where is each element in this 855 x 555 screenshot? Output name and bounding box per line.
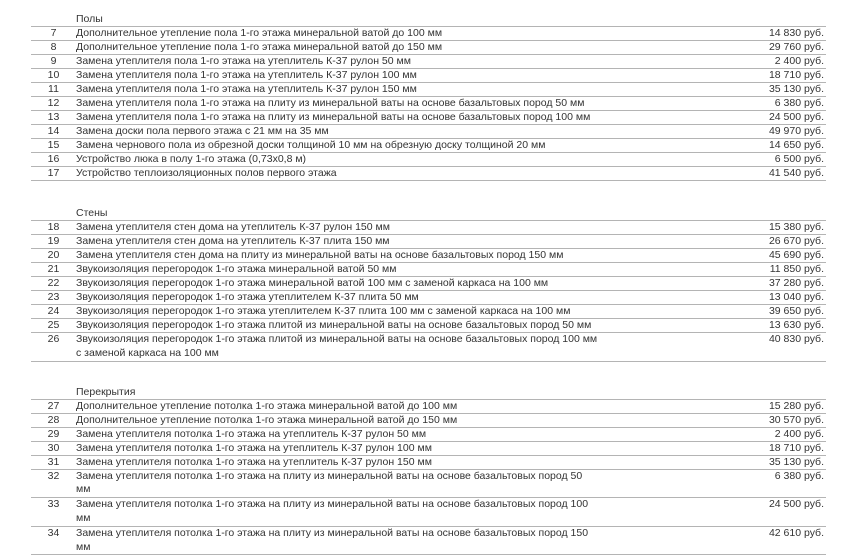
section-title: Полы xyxy=(31,12,826,27)
row-price: 41 540 руб. xyxy=(768,167,824,179)
row-price: 45 690 руб. xyxy=(768,249,824,261)
table-row xyxy=(31,97,826,111)
row-number: 14 xyxy=(47,125,60,137)
row-number: 26 xyxy=(47,333,60,345)
row-description: Замена доски пола первого этажа с 21 мм на 35 мм xyxy=(76,125,329,137)
row-number: 30 xyxy=(47,441,60,454)
table-row xyxy=(31,291,826,305)
row-number: 9 xyxy=(50,55,57,67)
row-price: 2 400 руб. xyxy=(774,427,824,440)
table-row xyxy=(31,139,826,153)
row-price: 37 280 руб. xyxy=(768,277,824,289)
row-description: Замена утеплителя пола 1-го этажа на плиту из минеральной ваты на основе базальтовых пород 100 мм xyxy=(76,111,591,123)
row-price: 13 040 руб. xyxy=(768,291,824,303)
row-price: 24 500 руб. xyxy=(768,498,824,511)
section-ceilings xyxy=(31,385,826,555)
table-row xyxy=(31,305,826,319)
table-row xyxy=(31,400,826,414)
row-description: Замена утеплителя стен дома на утеплитель К-37 рулон 150 мм xyxy=(76,221,390,233)
table-row xyxy=(31,55,826,69)
row-description: Замена утеплителя стен дома на утеплитель К-37 плита 150 мм xyxy=(76,235,390,247)
table-row xyxy=(31,41,826,55)
table-row xyxy=(31,69,826,83)
row-number: 28 xyxy=(47,413,60,426)
row-price: 39 650 руб. xyxy=(768,305,824,317)
section-floors xyxy=(31,12,826,181)
row-number: 13 xyxy=(47,111,60,123)
table-row xyxy=(31,470,826,499)
row-number: 17 xyxy=(47,167,60,179)
row-description: Дополнительное утепление пола 1-го этажа минеральной ватой до 150 мм xyxy=(76,41,443,53)
row-description: Звукоизоляция перегородок 1-го этажа утеплителем К-37 плита 100 мм с заменой каркаса на 100 мм xyxy=(76,305,571,317)
row-price: 6 500 руб. xyxy=(774,153,824,165)
table-row xyxy=(31,263,826,277)
row-price: 26 670 руб. xyxy=(768,235,824,247)
row-number: 29 xyxy=(47,427,60,440)
table-row xyxy=(31,498,826,527)
row-number: 24 xyxy=(47,305,60,317)
table-row xyxy=(31,83,826,97)
row-price: 13 630 руб. xyxy=(768,319,824,331)
table-row xyxy=(31,167,826,181)
table-row xyxy=(31,27,826,41)
row-description: Дополнительное утепление потолка 1-го этажа минеральной ватой до 150 мм xyxy=(76,413,458,426)
row-description: Замена утеплителя пола 1-го этажа на утеплитель К-37 рулон 50 мм xyxy=(76,55,411,67)
row-number: 21 xyxy=(47,263,60,275)
row-price: 15 380 руб. xyxy=(768,221,824,233)
row-description: Дополнительное утепление пола 1-го этажа минеральной ватой до 100 мм xyxy=(76,27,443,39)
table-row xyxy=(31,235,826,249)
row-price: 35 130 руб. xyxy=(768,83,824,95)
row-price: 2 400 руб. xyxy=(774,55,824,67)
table-row xyxy=(31,333,826,362)
table-row xyxy=(31,125,826,139)
row-number: 10 xyxy=(47,69,60,81)
row-description: Замена утеплителя пола 1-го этажа на плиту из минеральной ваты на основе базальтовых пород 50 мм xyxy=(76,97,585,109)
table-row xyxy=(31,527,826,555)
price-list xyxy=(31,12,826,555)
row-description: Замена утеплителя потолка 1-го этажа на утеплитель К-37 рулон 50 мм xyxy=(76,427,427,440)
row-description: Замена утеплителя потолка 1-го этажа на утеплитель К-37 рулон 100 мм xyxy=(76,441,432,454)
row-number: 27 xyxy=(47,399,60,412)
table-row xyxy=(31,428,826,442)
row-number: 22 xyxy=(47,277,60,289)
row-number: 7 xyxy=(50,27,57,39)
table-row xyxy=(31,414,826,428)
section-rows xyxy=(31,221,826,362)
section-title: Стены xyxy=(31,206,826,221)
row-price: 15 280 руб. xyxy=(768,399,824,412)
section-walls xyxy=(31,206,826,362)
section-gap xyxy=(31,362,826,385)
row-price: 14 830 руб. xyxy=(768,27,824,39)
row-number: 25 xyxy=(47,319,60,331)
row-description: Замена утеплителя стен дома на плиту из минеральной ваты на основе базальтовых пород 150 мм xyxy=(76,249,564,261)
row-price: 6 380 руб. xyxy=(774,97,824,109)
row-number: 19 xyxy=(47,235,60,247)
row-description: Устройство теплоизоляционных полов первого этажа xyxy=(76,167,337,179)
table-row xyxy=(31,277,826,291)
row-description: Дополнительное утепление потолка 1-го этажа минеральной ватой до 100 мм xyxy=(76,399,458,412)
row-description: Замена утеплителя потолка 1-го этажа на утеплитель К-37 рулон 150 мм xyxy=(76,455,432,468)
table-row xyxy=(31,249,826,263)
row-number: 11 xyxy=(48,83,59,95)
row-price: 24 500 руб. xyxy=(768,111,824,123)
row-description: Звукоизоляция перегородок 1-го этажа плитой из минеральной ваты на основе базальтовых пород 50 мм xyxy=(76,319,592,331)
row-price: 29 760 руб. xyxy=(768,41,824,53)
row-price: 14 650 руб. xyxy=(768,139,824,151)
row-description: Замена утеплителя потолка 1-го этажа на плиту из минеральной ваты на основе базальтовых пород 100 мм xyxy=(76,498,589,524)
row-description: Замена чернового пола из обрезной доски толщиной 10 мм на обрезную доску толщиной 20 мм xyxy=(76,139,546,151)
row-number: 18 xyxy=(47,221,60,233)
row-description: Звукоизоляция перегородок 1-го этажа плитой из минеральной ваты на основе базальтовых пород 100 мм с заменой каркаса на 100 мм xyxy=(76,333,598,359)
row-number: 15 xyxy=(47,139,60,151)
row-description: Звукоизоляция перегородок 1-го этажа минеральной ватой 50 мм xyxy=(76,263,397,275)
row-description: Замена утеплителя потолка 1-го этажа на плиту из минеральной ваты на основе базальтовых пород 50 мм xyxy=(76,469,583,496)
row-description: Звукоизоляция перегородок 1-го этажа утеплителем К-37 плита 50 мм xyxy=(76,291,419,303)
row-number: 33 xyxy=(47,498,60,511)
section-title: Перекрытия xyxy=(31,385,826,400)
table-row xyxy=(31,456,826,470)
table-row xyxy=(31,111,826,125)
section-rows xyxy=(31,400,826,555)
row-price: 42 610 руб. xyxy=(768,526,824,539)
row-number: 8 xyxy=(50,41,57,53)
row-price: 49 970 руб. xyxy=(768,125,824,137)
row-price: 40 830 руб. xyxy=(768,333,824,345)
row-description: Устройство люка в полу 1-го этажа (0,73х0,8 м) xyxy=(76,153,307,165)
table-row xyxy=(31,221,826,235)
section-rows xyxy=(31,27,826,181)
row-description: Замена утеплителя пола 1-го этажа на утеплитель К-37 рулон 150 мм xyxy=(76,83,417,95)
row-number: 32 xyxy=(47,469,60,482)
row-price: 18 710 руб. xyxy=(768,69,824,81)
row-number: 12 xyxy=(47,97,60,109)
row-description: Замена утеплителя пола 1-го этажа на утеплитель К-37 рулон 100 мм xyxy=(76,69,417,81)
table-row xyxy=(31,319,826,333)
row-price: 30 570 руб. xyxy=(768,413,824,426)
row-price: 18 710 руб. xyxy=(768,441,824,454)
row-number: 23 xyxy=(47,291,60,303)
row-number: 34 xyxy=(47,526,60,539)
row-number: 16 xyxy=(47,153,60,165)
row-number: 31 xyxy=(47,455,60,468)
row-price: 35 130 руб. xyxy=(768,455,824,468)
row-price: 6 380 руб. xyxy=(774,469,824,482)
section-gap xyxy=(31,181,826,206)
row-number: 20 xyxy=(47,249,60,261)
row-description: Звукоизоляция перегородок 1-го этажа минеральной ватой 100 мм с заменой каркаса на 100 мм xyxy=(76,277,549,289)
row-price: 11 850 руб. xyxy=(769,263,824,275)
row-description: Замена утеплителя потолка 1-го этажа на плиту из минеральной ваты на основе базальтовых пород 150 мм xyxy=(76,526,589,553)
table-row xyxy=(31,442,826,456)
table-row xyxy=(31,153,826,167)
